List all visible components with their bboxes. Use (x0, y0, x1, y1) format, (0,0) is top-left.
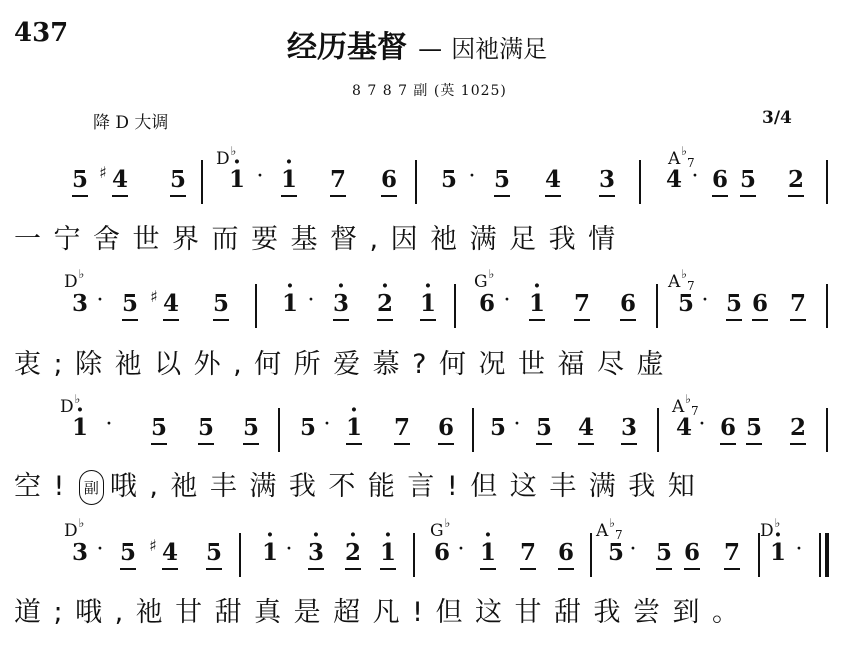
dot: · (307, 288, 315, 313)
title-sub: 因祂满足 (451, 35, 548, 63)
note: · 2 (373, 290, 397, 317)
dot: · (513, 412, 521, 437)
note: 4 (541, 166, 565, 193)
barline (278, 408, 280, 452)
final-barline (825, 533, 829, 577)
note: 6 (433, 539, 450, 566)
chord-d-flat: D♭ (216, 144, 237, 169)
note: 5 (607, 539, 624, 566)
note: 5 (652, 539, 676, 566)
barline (826, 284, 828, 328)
chord-g-flat: G♭ (474, 267, 495, 292)
note: 3 (595, 166, 619, 193)
lyric-line-1: 一宁舍世界而要基督,因祂满足我情 (14, 224, 628, 255)
barline (472, 408, 474, 452)
note: · 2 (341, 539, 365, 566)
note: · 3 (304, 539, 328, 566)
note: 5 (532, 414, 556, 441)
key-signature: 降 D 大调 (93, 113, 169, 133)
barline (413, 533, 415, 577)
note: 6 (377, 166, 401, 193)
lyric-line-4: 道;哦,祂甘甜真是超凡!但这甘甜我尝到。 (14, 597, 752, 628)
note: 6 (748, 290, 772, 317)
chord-a-flat-7: $A^♭_7$ (668, 144, 695, 170)
barline (639, 160, 641, 204)
note: 5 (299, 414, 316, 441)
barline (454, 284, 456, 328)
note: 6 (616, 290, 640, 317)
chord-d-flat: D♭ (64, 516, 85, 541)
dot: · (691, 164, 699, 189)
notation-line-2 (20, 284, 850, 330)
note: ♯ 4 (108, 166, 132, 193)
dot: · (503, 288, 511, 313)
title-dash: — (418, 35, 443, 63)
notation-line-4 (20, 533, 850, 579)
barline (758, 533, 760, 577)
note: · 1 (476, 539, 500, 566)
note: 6 (680, 539, 704, 566)
note: ♯ 4 (158, 539, 182, 566)
note: 5 (490, 166, 514, 193)
note: 5 (166, 166, 190, 193)
note: 3 (71, 290, 88, 317)
chord-a-flat-7: $A^♭_7$ (668, 267, 695, 293)
note: 5 (440, 166, 457, 193)
dot: · (701, 288, 709, 313)
note: 5 (736, 166, 760, 193)
note: 5 (147, 414, 171, 441)
chord-d-flat: D♭ (760, 516, 781, 541)
note: 7 (326, 166, 350, 193)
note: · 1 (376, 539, 400, 566)
dot: · (256, 164, 264, 189)
note: 4 (574, 414, 598, 441)
lyric-line-3: 空! 副 哦,祂丰满我不能言!但这丰满我知 (14, 464, 707, 505)
note: 4 (675, 414, 692, 441)
dot: · (96, 537, 104, 562)
chord-a-flat-7: $A^♭_7$ (596, 516, 623, 542)
note: 2 (786, 414, 810, 441)
note: 5 (116, 539, 140, 566)
note: 5 (202, 539, 226, 566)
note: · 1 (68, 414, 92, 441)
barline (239, 533, 241, 577)
notation-line-3 (20, 408, 850, 454)
dot: · (629, 537, 637, 562)
note: 5 (209, 290, 233, 317)
note: · 1 (258, 539, 282, 566)
refrain-marker: 副 (79, 470, 104, 505)
note: · 1 (277, 166, 301, 193)
note: · 1 (278, 290, 302, 317)
chord-d-flat: D♭ (64, 267, 85, 292)
note: 7 (720, 539, 744, 566)
barline (826, 408, 828, 452)
note: 7 (786, 290, 810, 317)
dot: · (698, 412, 706, 437)
barline (657, 408, 659, 452)
note: 3 (617, 414, 641, 441)
note: 7 (570, 290, 594, 317)
hymn-number: 437 (14, 18, 69, 48)
meter-text: 8 7 8 7 副 (英 1025) (352, 83, 507, 99)
note: · 1 (225, 166, 249, 193)
hymn-title (287, 22, 547, 66)
note: 6 (434, 414, 458, 441)
note: 5 (68, 166, 92, 193)
note: 6 (554, 539, 578, 566)
barline (656, 284, 658, 328)
note: 5 (118, 290, 142, 317)
barline (590, 533, 592, 577)
barline (819, 533, 821, 577)
barline (201, 160, 203, 204)
title-main: 经历基督 (287, 30, 407, 65)
note: 3 (71, 539, 88, 566)
note: · 3 (329, 290, 353, 317)
barline (415, 160, 417, 204)
chord-g-flat: G♭ (430, 516, 451, 541)
note: ♯ 4 (159, 290, 183, 317)
time-signature: 3/4 (762, 108, 792, 128)
barline (826, 160, 828, 204)
dot: · (285, 537, 293, 562)
dot: · (105, 412, 113, 437)
note: 5 (194, 414, 218, 441)
note: 6 (478, 290, 495, 317)
note: 5 (722, 290, 746, 317)
note: 5 (742, 414, 766, 441)
note: · 1 (416, 290, 440, 317)
note: 5 (677, 290, 694, 317)
note: · 1 (342, 414, 366, 441)
note: 6 (716, 414, 740, 441)
dot: · (468, 164, 476, 189)
barline (255, 284, 257, 328)
note: 5 (489, 414, 506, 441)
note: · 1 (766, 539, 790, 566)
lyric-line-2: 衷;除祂以外,何所爱慕?何况世福尽虚 (14, 349, 677, 380)
note: 4 (665, 166, 682, 193)
note: 2 (784, 166, 808, 193)
dot: · (96, 288, 104, 313)
notation-line-1 (20, 160, 850, 206)
dot: · (795, 537, 803, 562)
note: 7 (516, 539, 540, 566)
chord-d-flat: D♭ (60, 392, 81, 417)
note: 5 (239, 414, 263, 441)
note: 7 (390, 414, 414, 441)
dot: · (457, 537, 465, 562)
dot: · (323, 412, 331, 437)
note: · 1 (525, 290, 549, 317)
note: 6 (708, 166, 732, 193)
chord-a-flat-7: $A^♭_7$ (672, 392, 699, 418)
